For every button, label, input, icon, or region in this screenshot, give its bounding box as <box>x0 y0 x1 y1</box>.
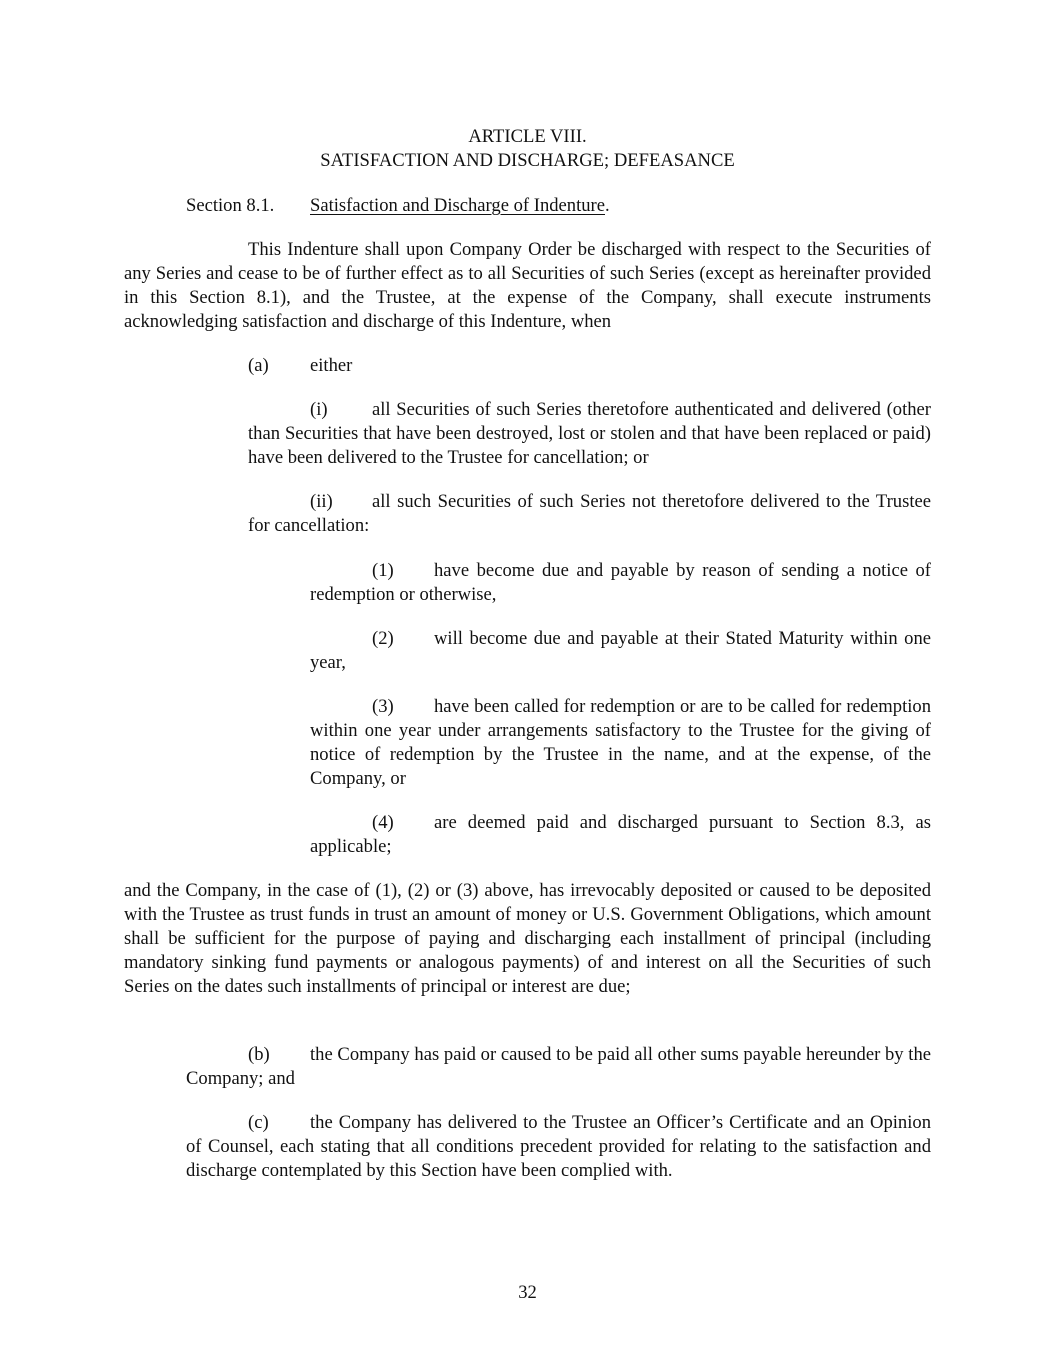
clause-c-label: (c) <box>248 1112 269 1133</box>
clause-a-label: (a) <box>248 355 269 376</box>
clause-1-label: (1) <box>372 560 394 581</box>
page-number: 32 <box>518 1282 537 1303</box>
clause-4-text: are deemed paid and discharged pursuant to Section 8.3, as applicable; <box>310 812 931 857</box>
section-title: Satisfaction and Discharge of Indenture <box>310 195 605 216</box>
clause-4-label: (4) <box>372 812 394 833</box>
clause-i-text: all Securities of such Series theretofore authenticated and delivered (other than Securities that have been destroyed, lost or stolen and that have been replaced or paid) have been delivered to the Trustee for cancellation; or <box>248 399 931 468</box>
section-heading <box>186 194 610 218</box>
clause-i-label-text: (i) <box>310 399 328 420</box>
clause-2-label: (2) <box>372 628 394 649</box>
clause-2-text: will become due and payable at their Stated Maturity within one year, <box>310 628 931 673</box>
intro-paragraph: This Indenture shall upon Company Order be discharged with respect to the Securities of any Series and cease to be of further effect as to all Securities of such Series (except as hereinafter provided in this Section 8.1), and the Trustee, at the expense of the Company, shall execute instruments acknowledging satisfaction and discharge of this Indenture, when <box>124 239 931 332</box>
clause-a <box>248 354 352 378</box>
clause-3-text: have been called for redemption or are to be called for redemption within one year under arrangements satisfactory to the Trustee for the giving of notice of redemption by the Trustee in the name, and at the expense, of the Company, or <box>310 696 931 789</box>
clause-3-label: (3) <box>372 696 394 717</box>
section-number: Section 8.1. <box>186 195 275 216</box>
deposit-paragraph: and the Company, in the case of (1), (2) or (3) above, has irrevocably deposited or caused to be deposited with the Trustee as trust funds in trust an amount of money or U.S. Government Obligations, which amount shall be sufficient for the purpose of paying and discharging each installment of principal (including mandatory sinking fund payments or analogous payments) of and interest on all the Securities of such Series on the dates such installments of principal or interest are due; <box>124 880 931 997</box>
article-number: ARTICLE VIII. <box>468 126 587 147</box>
clause-c-text: the Company has delivered to the Trustee an Officer’s Certificate and an Opinion of Counsel, each stating that all conditions precedent provided for relating to the satisfaction and discharge contemplated by this Section have been complied with. <box>186 1112 931 1181</box>
clause-ii-label: (ii) <box>310 491 333 512</box>
clause-b-label: (b) <box>248 1044 270 1065</box>
clause-1-text: have become due and payable by reason of sending a notice of redemption or otherwise, <box>310 560 931 605</box>
article-title: SATISFACTION AND DISCHARGE; DEFEASANCE <box>320 150 735 171</box>
clause-ii-text: all such Securities of such Series not theretofore delivered to the Trustee for cancellation: <box>248 491 931 536</box>
clause-b-text: the Company has paid or caused to be paid all other sums payable hereunder by the Company; and <box>186 1044 931 1089</box>
clause-a-text: either <box>310 355 353 376</box>
section-title-period: . <box>605 195 610 216</box>
